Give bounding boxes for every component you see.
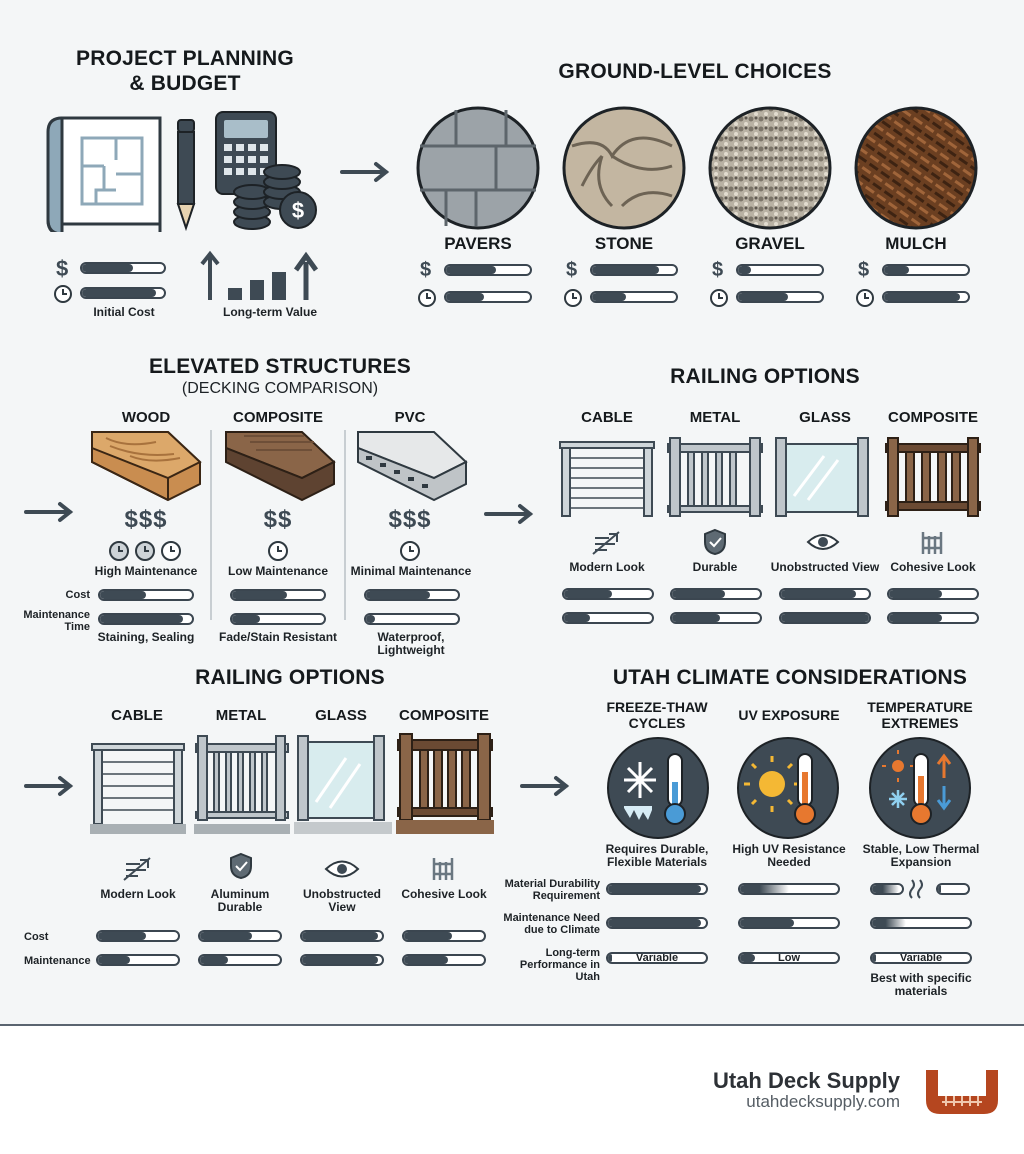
- railing-bottom-cost-bar-3-fill: [404, 932, 452, 940]
- uv-desc-line1: High UV Resistance: [732, 842, 846, 856]
- climate-durability-bar-0-fill: [608, 885, 701, 893]
- shield-icon: [702, 528, 728, 556]
- wood-price: $$$: [124, 506, 168, 533]
- feature-line2: View: [328, 900, 356, 914]
- dollar-icon: $: [858, 259, 870, 281]
- climate-perf-bar-1-text: Low: [778, 952, 800, 964]
- temp-note-line2: materials: [894, 984, 948, 998]
- railing-top-cost-bar-1: [670, 588, 762, 600]
- temp-title-line1: TEMPERATURE: [867, 699, 973, 715]
- planning-cost-bar: [80, 262, 166, 274]
- climate-perf-bar-0-text: Variable: [635, 952, 679, 964]
- climate-maint-bar-1-fill: [740, 919, 794, 927]
- railing-top-title: RAILING OPTIONS: [670, 365, 860, 388]
- climate-freeze-desc: [594, 843, 720, 869]
- eye-icon: [806, 532, 840, 552]
- feature-line1: Cohesive Look: [401, 887, 487, 901]
- planning-time-bar: [80, 287, 166, 299]
- railing-top-cost-bar-2: [779, 588, 871, 600]
- railing-bottom-label-glass: GLASS: [315, 707, 367, 724]
- stone-icon: [562, 106, 686, 230]
- climate-durability-bar-1: [738, 883, 840, 895]
- railing-top-maint-bar-2: [779, 612, 871, 624]
- deck-maint-bar-1: [230, 613, 326, 625]
- ground-time-bar-0: [444, 291, 532, 303]
- temp-desc-line1: Stable, Low Thermal: [862, 842, 980, 856]
- svg-text:$: $: [291, 198, 305, 223]
- clock-icon: [52, 283, 74, 305]
- freeze-title-line1: FREEZE-THAW: [606, 699, 708, 715]
- ground-time-bar-2-fill: [738, 293, 788, 301]
- ground-cost-bar-3: [882, 264, 970, 276]
- railing-top-maint-bar-0: [562, 612, 654, 624]
- pvc-price: $$$: [388, 506, 432, 533]
- deck-label-pvc: PVC: [394, 409, 426, 426]
- deck-label-composite: COMPOSITE: [232, 409, 323, 426]
- expansion-gap-icon: [906, 878, 930, 900]
- temperature-extremes-icon: [868, 736, 972, 840]
- railing-bottom-maint-bar-1-fill: [200, 956, 228, 964]
- clock-icon: [399, 540, 421, 562]
- railing-top-label-metal: METAL: [689, 409, 741, 426]
- railing-top-maint-bar-1: [670, 612, 762, 624]
- climate-maint-bar-0-fill: [608, 919, 701, 927]
- climate-perf-bar-2: [870, 952, 972, 964]
- ground-label-gravel: GRAVEL: [735, 234, 805, 253]
- brand-logo-icon: [922, 1068, 1002, 1116]
- railing-bottom-cost-bar-2: [300, 930, 384, 942]
- temp-desc-line2: Expansion: [890, 855, 952, 869]
- row1-line2: Requirement: [532, 890, 600, 902]
- feature-line2: Durable: [217, 900, 263, 914]
- composite-note: Fade/Stain Resistant: [218, 630, 338, 644]
- arrow-right-icon: [340, 160, 396, 184]
- freeze-desc-line2: Flexible Materials: [606, 855, 708, 869]
- railing-top-maint-bar-3-fill: [889, 614, 942, 622]
- ground-label-pavers: PAVERS: [444, 234, 512, 253]
- row1-line1: Material Durability: [504, 878, 600, 890]
- blueprint-icon: [46, 112, 166, 232]
- maintenance-row-line1: Maintenance: [23, 609, 90, 621]
- deck-cost-bar-1-fill: [232, 591, 287, 599]
- ground-cost-bar-1: [590, 264, 678, 276]
- ground-time-bar-3: [882, 291, 970, 303]
- metal-railing-icon: [666, 436, 764, 518]
- deck-cost-bar-2-fill: [366, 591, 430, 599]
- railing-top-maint-bar-0-fill: [564, 614, 590, 622]
- mulch-icon: [854, 106, 978, 230]
- climate-maint-bar-2: [870, 917, 972, 929]
- railing-top-label-cable: CABLE: [581, 409, 633, 426]
- pvc-note: Waterproof, Lightweight: [377, 630, 445, 657]
- climate-temp-desc: [856, 843, 986, 869]
- railing-top-label-glass: GLASS: [799, 409, 851, 426]
- deck-maint-bar-2: [364, 613, 460, 625]
- feature-line1: Aluminum: [210, 887, 270, 901]
- climate-temp-title: [852, 699, 988, 731]
- fence-icon: [430, 854, 458, 882]
- arrow-right-icon: [484, 502, 540, 526]
- cable-railing-icon: [90, 736, 186, 836]
- railing-top-cost-bar-3: [887, 588, 979, 600]
- ground-time-bar-3-fill: [884, 293, 960, 301]
- pencil-icon: [174, 118, 198, 232]
- arrow-right-icon: [520, 774, 576, 798]
- shield-icon: [228, 852, 254, 880]
- clock-icon: [108, 540, 184, 562]
- clock-icon: [708, 287, 730, 309]
- freeze-desc-line1: Requires Durable,: [605, 842, 709, 856]
- climate-durability-bar-2: [870, 883, 904, 895]
- deck-cost-bar-2: [364, 589, 460, 601]
- ground-label-mulch: MULCH: [885, 234, 947, 253]
- arrow-right-icon: [24, 774, 80, 798]
- railing-top-feature-metal: Durable: [692, 560, 738, 574]
- row2-line2: due to Climate: [524, 924, 600, 936]
- elevated-title: ELEVATED STRUCTURES: [148, 355, 412, 378]
- metal-railing-icon: [194, 732, 290, 836]
- pavers-icon: [416, 106, 540, 230]
- ground-cost-bar-2: [736, 264, 824, 276]
- railing-bottom-cost-bar-1: [198, 930, 282, 942]
- composite-railing-icon: [884, 436, 982, 518]
- climate-maint-bar-1: [738, 917, 840, 929]
- maintenance-time-row-label: [20, 609, 90, 633]
- railing-bottom-feature-metal: [188, 888, 292, 914]
- planning-title-line2: & BUDGET: [129, 72, 241, 95]
- deck-maint-bar-0: [98, 613, 194, 625]
- railing-bottom-feature-cable: [84, 888, 192, 901]
- railing-bottom-cost-bar-0-fill: [98, 932, 146, 940]
- ground-time-bar-2: [736, 291, 824, 303]
- divider: [344, 430, 346, 620]
- clock-icon: [854, 287, 876, 309]
- cable-railing-icon: [558, 436, 656, 518]
- railing-bottom-maint-bar-0: [96, 954, 180, 966]
- gravel-icon: [708, 106, 832, 230]
- footer: [0, 1024, 1024, 1154]
- feature-line1: Unobstructed: [303, 887, 381, 901]
- modern-design-icon: [122, 856, 152, 882]
- ground-cost-bar-2-fill: [738, 266, 751, 274]
- divider: [210, 430, 212, 620]
- climate-perf-bar-0: [606, 952, 708, 964]
- uv-desc-line2: Needed: [767, 855, 811, 869]
- deck-label-wood: WOOD: [121, 409, 171, 426]
- climate-maint-bar-2-fill: [872, 919, 906, 927]
- maintenance-row-line2: Time: [64, 621, 90, 633]
- wood-note: Staining, Sealing: [97, 630, 195, 644]
- planning-title-line1: PROJECT PLANNING: [76, 47, 294, 70]
- deck-cost-bar-1: [230, 589, 326, 601]
- railing-bottom-label-cable: CABLE: [111, 707, 163, 724]
- clock-icon: [416, 287, 438, 309]
- climate-perf-bar-1: [738, 952, 840, 964]
- deck-maint-bar-2-fill: [366, 615, 375, 623]
- railing-bottom-maint-bar-2-fill: [302, 956, 378, 964]
- ground-cost-bar-1-fill: [592, 266, 659, 274]
- railing-top-feature-composite: Cohesive Look: [890, 560, 976, 574]
- railing-top-cost-bar-1-fill: [672, 590, 725, 598]
- calculator-coins-icon: [212, 110, 322, 234]
- clock-icon: [267, 540, 289, 562]
- pvc-board-icon: [356, 430, 468, 502]
- snowflake-thermometer-icon: [606, 736, 710, 840]
- initial-cost-label: Initial Cost: [93, 305, 155, 319]
- modern-design-icon: [591, 530, 621, 556]
- climate-durability-bar-b-2: [936, 883, 970, 895]
- cost-row-label: Cost: [24, 931, 49, 943]
- climate-durability-bar-b-2-fill: [938, 885, 941, 893]
- ground-time-bar-0-fill: [446, 293, 484, 301]
- climate-row1-label: [496, 878, 600, 902]
- climate-freeze-title: [590, 699, 724, 731]
- row2-line1: Maintenance Need: [503, 912, 600, 924]
- railing-bottom-cost-bar-0: [96, 930, 180, 942]
- railing-top-label-composite: COMPOSITE: [887, 409, 978, 426]
- uv-title-line1: UV EXPOSURE: [738, 707, 840, 723]
- railing-bottom-label-metal: METAL: [215, 707, 267, 724]
- row3-line1: Long-term: [545, 947, 600, 959]
- climate-row3-label: [494, 947, 600, 983]
- composite-maintenance: Low Maintenance: [227, 564, 328, 578]
- railing-bottom-maint-bar-1: [198, 954, 282, 966]
- railing-bottom-maint-bar-3-fill: [404, 956, 448, 964]
- freeze-title-line2: CYCLES: [628, 715, 686, 731]
- railing-bottom-cost-bar-3: [402, 930, 486, 942]
- railing-bottom-title: RAILING OPTIONS: [195, 666, 385, 689]
- feature-line1: Modern Look: [100, 887, 176, 901]
- railing-bottom-label-composite: COMPOSITE: [398, 707, 489, 724]
- ground-time-bar-1-fill: [592, 293, 626, 301]
- railing-top-cost-bar-0: [562, 588, 654, 600]
- dollar-icon: $: [712, 259, 724, 281]
- glass-railing-icon: [774, 436, 872, 518]
- ground-label-stone: STONE: [594, 234, 654, 253]
- sun-thermometer-icon: [736, 736, 840, 840]
- railing-top-cost-bar-0-fill: [564, 590, 612, 598]
- climate-uv-title: [724, 707, 854, 723]
- railing-top-maint-bar-3: [887, 612, 979, 624]
- ground-cost-bar-0-fill: [446, 266, 496, 274]
- planning-title: [40, 46, 330, 96]
- climate-temp-note: [862, 972, 980, 998]
- railing-top-maint-bar-2-fill: [781, 614, 869, 622]
- deck-cost-bar-0: [98, 589, 194, 601]
- railing-bottom-maint-bar-0-fill: [98, 956, 130, 964]
- row3-line2: Performance in Utah: [519, 959, 600, 983]
- wood-maintenance: High Maintenance: [94, 564, 198, 578]
- dollar-icon: $: [566, 259, 578, 281]
- arrow-right-icon: [24, 500, 80, 524]
- wood-board-icon: [90, 430, 202, 502]
- railing-top-cost-bar-3-fill: [889, 590, 942, 598]
- railing-bottom-maint-bar-3: [402, 954, 486, 966]
- climate-durability-bar-2-fill: [872, 885, 899, 893]
- railing-bottom-maint-bar-2: [300, 954, 384, 966]
- composite-price: $$: [263, 506, 293, 533]
- railing-bottom-cost-bar-1-fill: [200, 932, 252, 940]
- climate-title: UTAH CLIMATE CONSIDERATIONS: [612, 666, 968, 689]
- maintenance-row-label: Maintenance: [24, 955, 91, 967]
- dollar-icon: $: [56, 256, 69, 281]
- climate-maint-bar-0: [606, 917, 708, 929]
- deck-maint-bar-1-fill: [232, 615, 260, 623]
- ground-time-bar-1: [590, 291, 678, 303]
- long-term-value-label: Long-term Value: [222, 305, 317, 319]
- brand-name: Utah Deck Supply: [712, 1068, 900, 1093]
- ground-cost-bar-0: [444, 264, 532, 276]
- eye-icon: [324, 858, 360, 880]
- clock-icon: [562, 287, 584, 309]
- railing-bottom-feature-glass: [290, 888, 394, 914]
- brand-url[interactable]: utahdecksupply.com: [746, 1092, 900, 1111]
- dollar-icon: $: [420, 259, 432, 281]
- ground-title: GROUND-LEVEL CHOICES: [558, 60, 832, 83]
- composite-railing-icon: [396, 732, 494, 836]
- railing-top-feature-cable: Modern Look: [569, 560, 645, 574]
- climate-uv-desc: [724, 843, 854, 869]
- temp-note-line1: Best with specific: [870, 971, 972, 985]
- climate-durability-bar-0: [606, 883, 708, 895]
- railing-top-maint-bar-1-fill: [672, 614, 720, 622]
- deck-maint-bar-0-fill: [100, 615, 183, 623]
- deck-cost-bar-0-fill: [100, 591, 146, 599]
- glass-railing-icon: [294, 732, 392, 836]
- railing-top-cost-bar-2-fill: [781, 590, 856, 598]
- climate-row2-label: [496, 912, 600, 936]
- climate-perf-bar-2-text: Variable: [899, 952, 943, 964]
- growth-chart-icon: [198, 248, 324, 304]
- climate-durability-bar-1-fill: [740, 885, 789, 893]
- temp-title-line2: EXTREMES: [881, 715, 959, 731]
- railing-top-feature-glass: Unobstructed View: [770, 560, 880, 574]
- cost-row-label: Cost: [65, 589, 90, 601]
- elevated-subtitle: (DECKING COMPARISON): [181, 380, 379, 397]
- railing-bottom-cost-bar-2-fill: [302, 932, 378, 940]
- pvc-maintenance: Minimal Maintenance: [350, 564, 472, 578]
- composite-board-icon: [224, 430, 336, 502]
- fence-icon: [919, 528, 947, 556]
- railing-bottom-feature-composite: [392, 888, 496, 901]
- ground-cost-bar-3-fill: [884, 266, 909, 274]
